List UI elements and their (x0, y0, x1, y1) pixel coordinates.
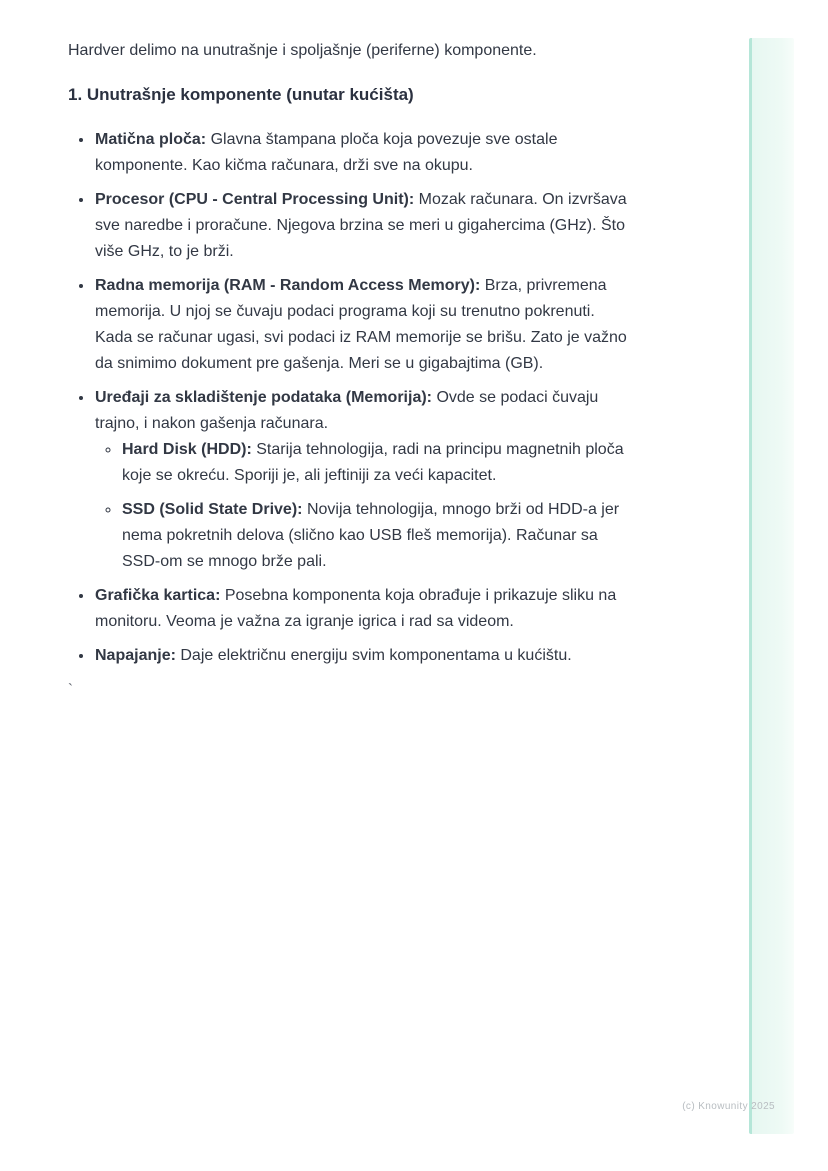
item-label: Procesor (CPU - Central Processing Unit): (95, 191, 415, 208)
list-item-maticna-ploca (94, 127, 630, 179)
list-item-ssd (121, 497, 630, 575)
intro-paragraph: Hardver delimo na unutrašnje i spoljašnje (periferne) komponente. (68, 42, 537, 59)
item-text: Brza, privremena memorija. U njoj se čuvaju podaci programa koji su trenutno pokrenuti. Kada se računar ugasi, svi podaci iz RAM memorije se brišu. Zato je važno da snimimo dokument pre gašenja. Meri se u gigabajtima (GB). (95, 277, 627, 372)
list-item-uredjaji-za-skladistenje (94, 385, 630, 575)
item-text: Posebna komponenta koja obrađuje i prikazuje sliku na monitoru. Veoma je važna za igranje igrica i rad sa videom. (95, 587, 617, 630)
storage-sublist (95, 437, 630, 575)
item-text: Mozak računara. On izvršava sve naredbe i proračune. Njegova brzina se meri u gigahercima (GHz). Što više GHz, to je brži. (95, 191, 627, 260)
list-item-procesor (94, 187, 630, 265)
list-item-napajanje (94, 643, 630, 669)
component-list (68, 127, 630, 669)
item-label: SSD (Solid State Drive): (122, 501, 303, 518)
item-text: Ovde se podaci čuvaju trajno, i nakon gašenja računara. (95, 389, 599, 432)
document-content (68, 38, 630, 703)
item-text: Novija tehnologija, mnogo brži od HDD-a jer nema pokretnih delova (slično kao USB fleš memorija). Računar sa SSD-om se mnogo brže pali. (122, 501, 620, 570)
accent-bar (749, 38, 794, 1134)
section-heading: 1. Unutrašnje komponente (unutar kućišta) (68, 85, 414, 104)
item-text: Starija tehnologija, radi na principu magnetnih ploča koje se okreću. Sporiji je, ali jeftiniji za veći kapacitet. (122, 441, 624, 484)
item-label: Radna memorija (RAM - Random Access Memory): (95, 277, 481, 294)
item-label: Hard Disk (HDD): (122, 441, 252, 458)
item-text: Daje električnu energiju svim komponentama u kućištu. (180, 647, 572, 664)
item-label: Uređaji za skladištenje podataka (Memorija): (95, 389, 432, 406)
stray-backtick: ` (68, 681, 73, 698)
item-label: Matična ploča: (95, 131, 207, 148)
item-label: Napajanje: (95, 647, 176, 664)
list-item-graficka-kartica (94, 583, 630, 635)
list-item-radna-memorija (94, 273, 630, 377)
list-item-hdd (121, 437, 630, 489)
copyright-text: (c) Knowunity 2025 (682, 1101, 775, 1112)
item-text: Glavna štampana ploča koja povezuje sve ostale komponente. Kao kičma računara, drži sve na okupu. (95, 131, 558, 174)
item-label: Grafička kartica: (95, 587, 221, 604)
